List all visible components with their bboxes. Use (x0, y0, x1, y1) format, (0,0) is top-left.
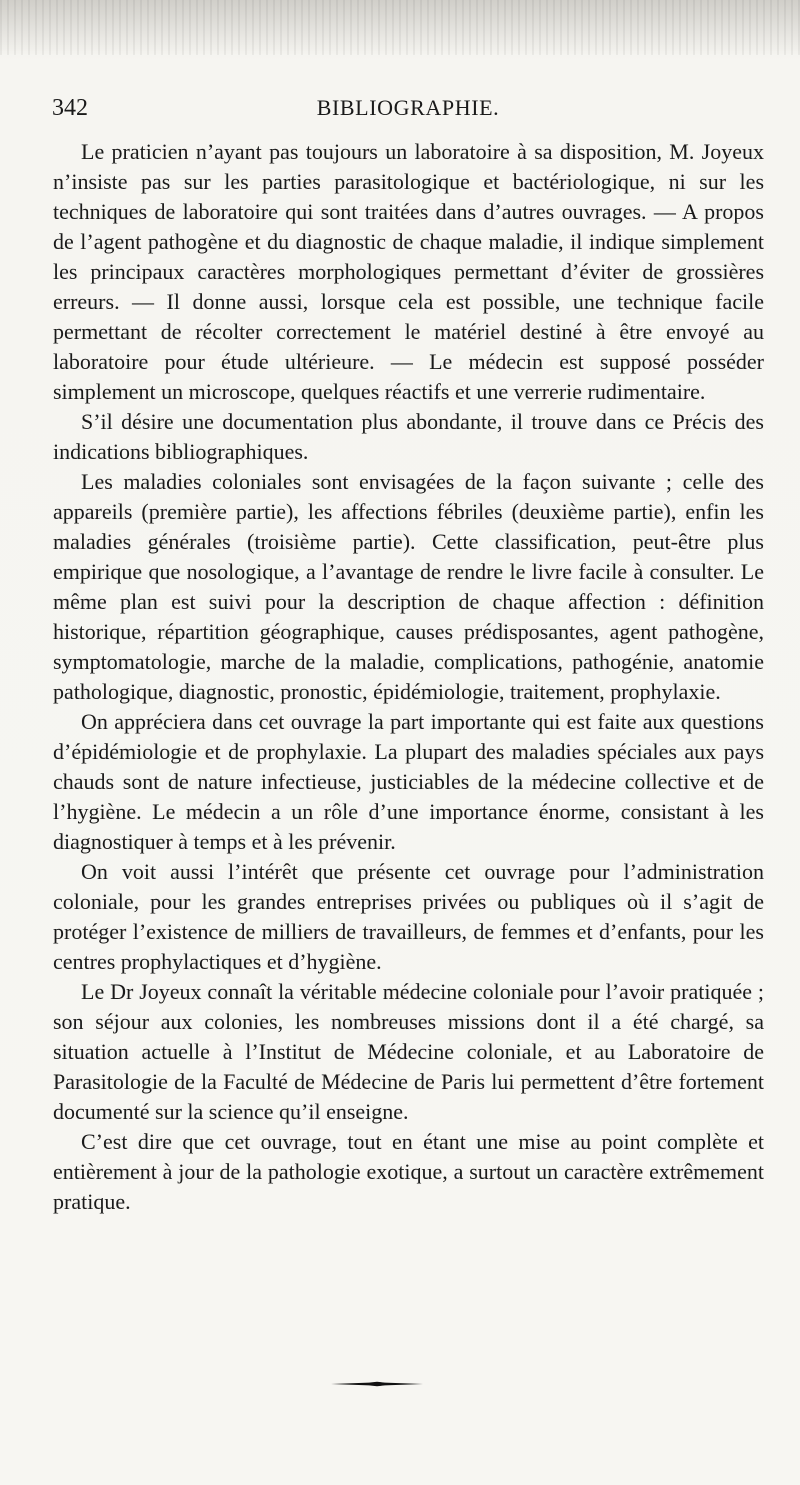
scan-edge-shading (0, 0, 800, 55)
paragraph: On voit aussi l’intérêt que présente cet ouvrage pour l’administration coloniale, pour les grandes entreprises privées ou publiques où il s’agit de protéger l’existence de milliers de travailleurs, de femmes et d’enfants, pour les centres prophylactiques et d’hygiène. (53, 859, 764, 974)
running-head: BIBLIOGRAPHIE. (316, 95, 500, 120)
paragraph: Le praticien n’ayant pas toujours un laboratoire à sa disposition, M. Joyeux n’insiste pas sur les parties parasitologique et bactériologique, ni sur les techniques de laboratoire qui sont traitées dans d’autres ouvrages. — A propos de l’agent pathogène et du diagnostic de chaque maladie, il indique simplement les principaux caractères morphologiques permettant d’éviter de grossières erreurs. — Il donne aussi, lorsque cela est possible, une technique facile permettant de récolter correctement le matériel destiné à être envoyé au laboratoire pour étude ultérieure. — Le médecin est supposé posséder simplement un microscope, quelques réactifs et une verrerie rudimentaire. (53, 139, 764, 404)
page-number: 342 (52, 95, 88, 121)
page-header (52, 93, 764, 123)
paragraph: S’il désire une documentation plus abondante, il trouve dans ce Précis des indications bibliographiques. (53, 409, 764, 464)
section-end-ornament (331, 1381, 423, 1387)
body-text (53, 137, 764, 1367)
paragraph: Les maladies coloniales sont envisagées de la façon suivante ; celle des appareils (première partie), les affections fébriles (deuxième partie), enfin les maladies générales (troisième partie). Cette classification, peut-être plus empirique que nosologique, a l’avantage de rendre le livre facile à consulter. Le même plan est suivi pour la description de chaque affection : définition historique, répartition géographique, causes prédisposantes, agent pathogène, symptomatologie, marche de la maladie, complications, pathogénie, anatomie pathologique, diagnostic, pronostic, épidémiologie, traitement, prophylaxie. (53, 469, 764, 704)
paragraph: C’est dire que cet ouvrage, tout en étant une mise au point complète et entièrement à jour de la pathologie exotique, a surtout un caractère extrêmement pratique. (53, 1129, 764, 1214)
tapered-rule-icon (331, 1381, 423, 1387)
paragraph: On appréciera dans cet ouvrage la part importante qui est faite aux questions d’épidémiologie et de prophylaxie. La plupart des maladies spéciales aux pays chauds sont de nature infectieuse, justiciables de la médecine collective et de l’hygiène. Le médecin a un rôle d’une importance énorme, consistant à les diagnostiquer à temps et à les prévenir. (53, 709, 764, 854)
paragraph: Le Dr Joyeux connaît la véritable médecine coloniale pour l’avoir pratiquée ; son séjour aux colonies, les nombreuses missions dont il a été chargé, sa situation actuelle à l’Institut de Médecine coloniale, et au Laboratoire de Parasitologie de la Faculté de Médecine de Paris lui permettent d’être fortement documenté sur la science qu’il enseigne. (53, 979, 764, 1124)
